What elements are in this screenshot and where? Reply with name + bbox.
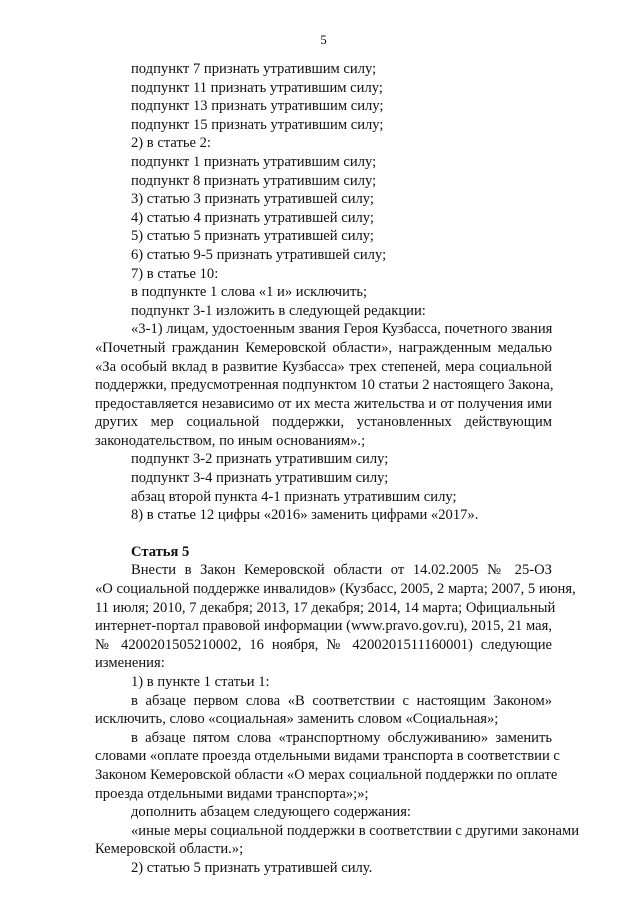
quote-line: законодательством, по иным основаниям».; — [95, 432, 366, 449]
text-line: подпункт 3-2 признать утратившим силу; — [131, 451, 389, 468]
quote-line: «Почетный гражданин Кемеровской области», награжденным медалью — [95, 339, 552, 356]
intro-line: изменения: — [95, 655, 165, 672]
text-line: 1) в пункте 1 статьи 1: — [131, 674, 270, 690]
intro-line: № 4200201505210002, 16 ноября, № 4200201511160001) следующие — [95, 636, 552, 653]
quote-line: «3-1) лицам, удостоенным звания Героя Кузбасса, почетного звания — [131, 321, 553, 338]
text-line: 8) в статье 12 цифры «2016» заменить цифрами «2017». — [131, 507, 479, 524]
intro-line: Внести в Закон Кемеровской области от 14.02.2005 № 25-ОЗ — [131, 562, 552, 579]
text-line: подпункт 8 признать утратившим силу; — [131, 172, 377, 189]
text-line: 7) в статье 10: — [131, 265, 219, 282]
text-line: абзац второй пункта 4-1 признать утратившим силу; — [131, 488, 457, 505]
quote-line: «За особый вклад в развитие Кузбасса» трех степеней, мера социальной — [95, 358, 552, 375]
text-line: подпункт 3-4 признать утратившим силу; — [131, 470, 389, 487]
text-line: подпункт 1 признать утратившим силу; — [131, 153, 377, 170]
para-line: Законом Кемеровской области «О мерах социальной поддержки по оплате — [95, 766, 558, 783]
intro-line: интернет-портал правовой информации (www.pravo.gov.ru), 2015, 21 мая, — [95, 618, 552, 635]
text-line: 2) статью 5 признать утратившей силу. — [131, 859, 373, 876]
para-line: проезда отдельными видами транспорта»;»; — [95, 785, 369, 802]
intro-line: «О социальной поддержке инвалидов» (Кузбасс, 2005, 2 марта; 2007, 5 июня, — [95, 581, 576, 598]
text-line: дополнить абзацем следующего содержания: — [131, 804, 411, 821]
para-line: Кемеровской области.»; — [95, 841, 244, 858]
text-line: подпункт 7 признать утратившим силу; — [131, 61, 377, 77]
para-line: в абзаце первом слова «В соответствии с настоящим Законом» — [131, 692, 552, 709]
text-line: 5) статью 5 признать утратившей силу; — [131, 228, 374, 245]
para-line: словами «оплате проезда отдельными видами транспорта в соответствии с — [95, 748, 560, 765]
intro-line: 11 июля; 2010, 7 декабря; 2013, 17 декабря; 2014, 14 марта; Официальный — [95, 599, 556, 616]
text-line: подпункт 13 признать утратившим силу; — [131, 98, 384, 115]
text-line: 6) статью 9-5 признать утратившей силу; — [131, 246, 387, 263]
text-line: 4) статью 4 признать утратившей силу; — [131, 209, 374, 226]
text-line: подпункт 3-1 изложить в следующей редакции: — [131, 302, 426, 319]
text-line: подпункт 15 признать утратившим силу; — [131, 116, 384, 133]
page-number: 5 — [320, 32, 327, 47]
article-heading: Статья 5 — [131, 543, 190, 560]
para-line: «иные меры социальной поддержки в соответствии с другими законами — [131, 822, 580, 839]
text-line: 2) в статье 2: — [131, 135, 211, 152]
text-line: в подпункте 1 слова «1 и» исключить; — [131, 284, 368, 301]
quote-line: предоставляется независимо от их места жительства и от получения ими — [95, 395, 552, 412]
text-line: 3) статью 3 признать утратившей силу; — [131, 191, 374, 208]
para-line: исключить, слово «социальная» заменить словом «Социальная»; — [95, 711, 499, 728]
text-line: подпункт 11 признать утратившим силу; — [131, 79, 383, 96]
quote-line: других мер социальной поддержки, установленных действующим — [95, 414, 552, 431]
quote-line: поддержки, предусмотренная подпунктом 10 статьи 2 настоящего Закона, — [95, 377, 554, 394]
para-line: в абзаце пятом слова «транспортному обслуживанию» заменить — [131, 729, 552, 746]
